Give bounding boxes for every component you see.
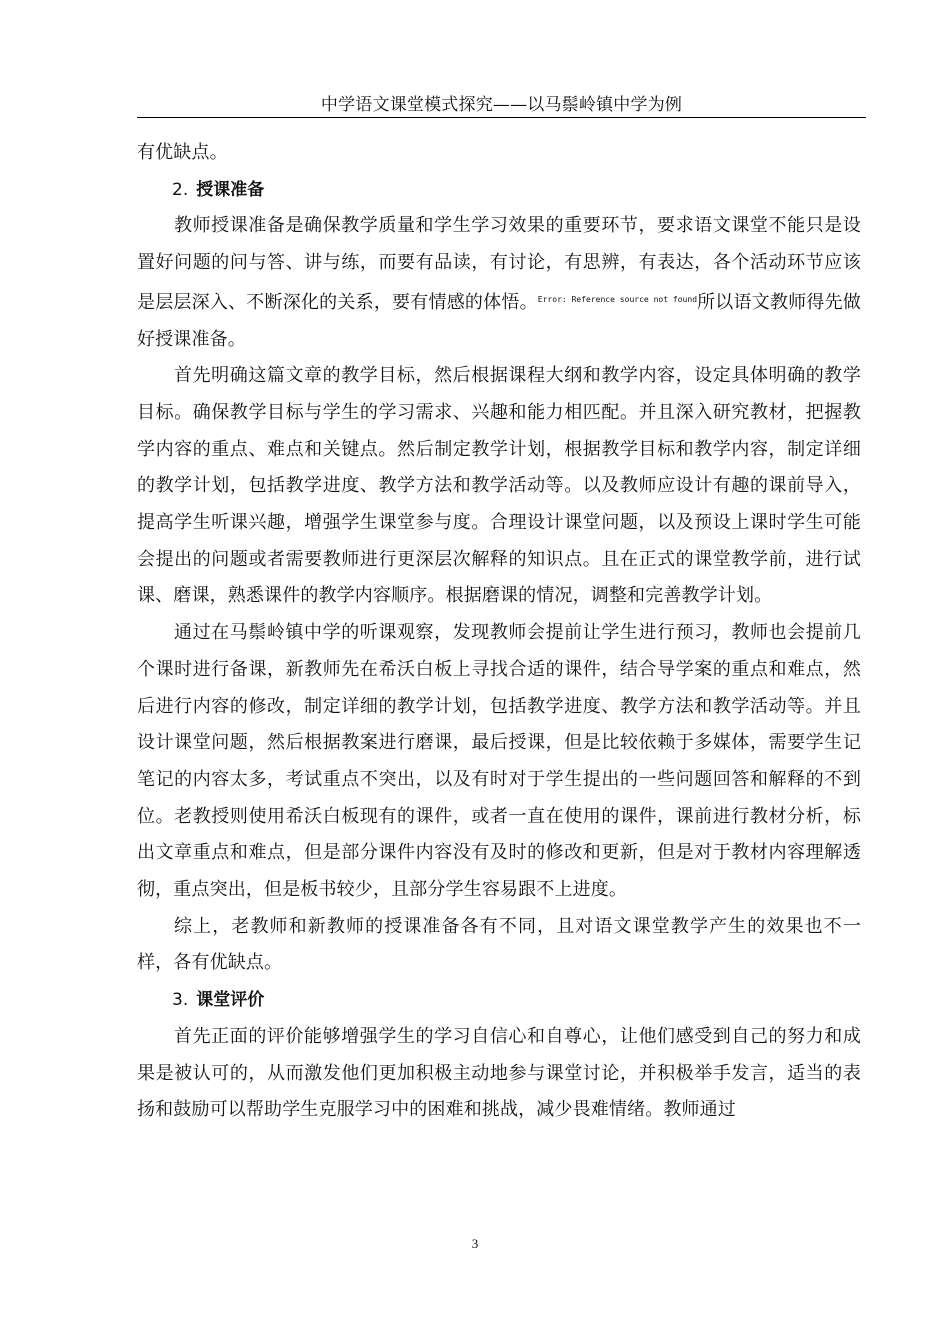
running-header-title: 中学语文课堂模式探究——以马鬃岭镇中学为例 [320, 95, 683, 115]
page-number: 3 [471, 1236, 479, 1251]
running-header [137, 95, 866, 118]
reference-error-field: Error: Reference source not found [537, 294, 698, 304]
section-heading-2 [137, 172, 861, 209]
section-title: 课堂评价 [196, 990, 265, 1011]
paragraph-text: 教师授课准备是确保教学质量和学生学习效果的重要环节，要求语文课堂不能只是设置好问题的问与答、讲与练，而要有品读，有讨论，有思辨，有表达，各个活动环节应该是层层深入、不断深化的关系，要有情感的体悟。 [137, 215, 861, 313]
paragraph-continuation: 有优缺点。 [137, 142, 228, 163]
paragraph-observation: 通过在马鬃岭镇中学的听课观察，发现教师会提前让学生进行预习，教师也会提前几个课时进行备课，新教师先在希沃白板上寻找合适的课件，结合导学案的重点和难点，然后进行内容的修改，制定详细的教学计划，包括教学进度、教学方法和教学活动等。并且设计课堂问题，然后根据教案进行磨课，最后授课，但是比较依赖于多媒体，需要学生记笔记的内容太多，考试重点不突出，以及有时对于学生提出的一些问题回答和解释的不到位。老教授则使用希沃白板现有的课件，或者一直在使用的课件，课前进行教材分析，标出文章重点和难点，但是部分课件内容没有及时的修改和更新，但是对于教材内容理解透彻，重点突出，但是板书较少，且部分学生容易跟不上进度。 [137, 622, 861, 901]
paragraph-teaching-goals: 首先明确这篇文章的教学目标，然后根据课程大纲和教学内容，设定具体明确的教学目标。确保教学目标与学生的学习需求、兴趣和能力相匹配。并且深入研究教材，把握教学内容的重点、难点和关键点。然后制定教学计划，根据教学目标和教学内容，制定详细的教学计划，包括教学进度、教学方法和教学活动等。以及教师应设计有趣的课前导入，提高学生听课兴趣，增强学生课堂参与度。合理设计课堂问题，以及预设上课时学生可能会提出的问题或者需要教师进行更深层次解释的知识点。且在正式的课堂教学前，进行试课、磨课，熟悉课件的教学内容顺序。根据磨课的情况，调整和完善教学计划。 [137, 365, 861, 607]
section-title: 授课准备 [196, 179, 265, 200]
section-number: 3. [172, 990, 189, 1011]
paragraph-summary: 综上，老教师和新教师的授课准备各有不同，且对语文课堂教学产生的效果也不一样，各有优缺点。 [137, 915, 861, 974]
paragraph-preparation-intro [137, 208, 861, 358]
document-body [137, 135, 861, 1129]
paragraph-text: 所以语文教师得先做好授课准备。 [137, 291, 861, 350]
paragraph-evaluation: 首先正面的评价能够增强学生的学习自信心和自尊心，让他们感受到自己的努力和成果是被认可的，从而激发他们更加积极主动地参与课堂讨论，并积极举手发言，适当的表扬和鼓励可以帮助学生克服学习中的困难和挑战，减少畏难情绪。教师通过 [137, 1025, 861, 1121]
section-number: 2. [172, 179, 189, 200]
section-heading-3 [137, 982, 861, 1019]
